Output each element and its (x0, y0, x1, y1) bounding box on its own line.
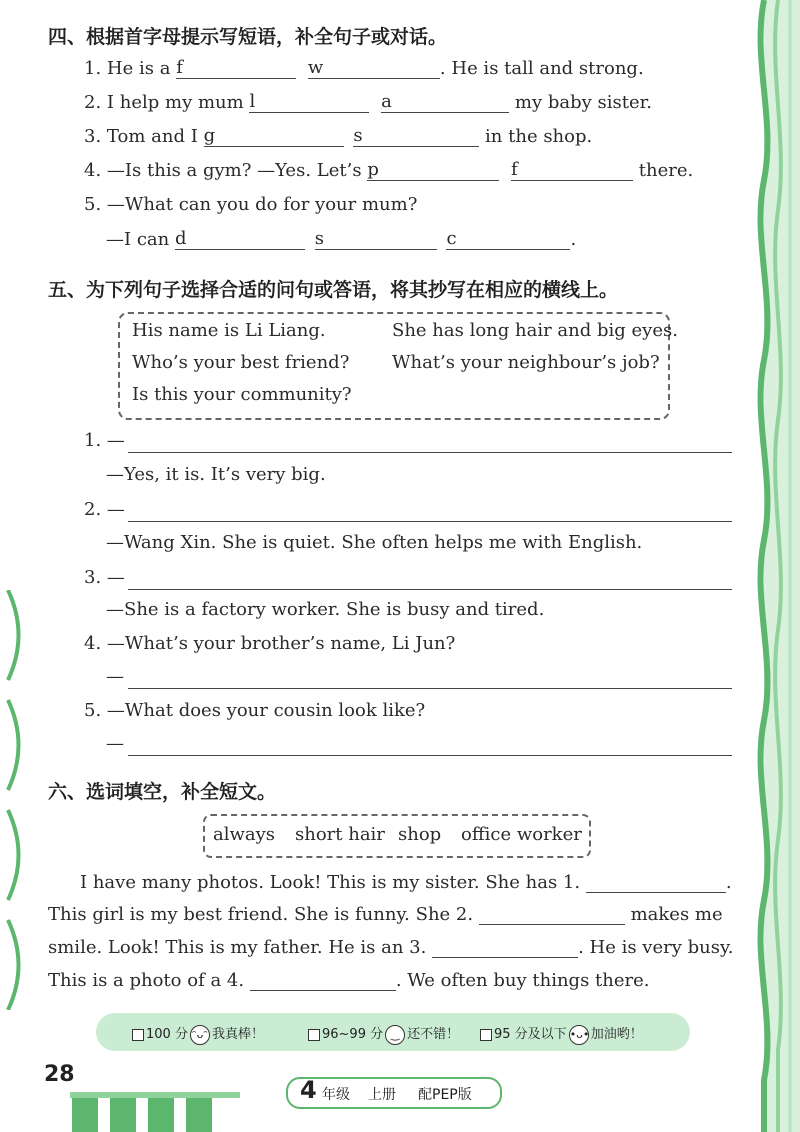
page-number: 28 (44, 1062, 75, 1087)
section5-heading: 五、为下列句子选择合适的问句或答语，将其抄写在相应的横线上。 (48, 279, 619, 301)
blank-3b[interactable]: s (353, 126, 479, 147)
sentence-options-box (118, 312, 678, 420)
s5-item-4-a: — (106, 666, 124, 687)
blank-4a[interactable]: p (367, 160, 499, 181)
s5-item-1-q: 1. — (84, 430, 125, 451)
answer-line-1[interactable] (128, 452, 732, 453)
cheer-face-icon: •ᴗ• (569, 1025, 589, 1045)
right-green-border (742, 0, 800, 1132)
smile-face-icon: ‿ (385, 1025, 405, 1045)
term-label: 上册 (368, 1087, 396, 1103)
score-option-1[interactable]: 100 分 ᵔᴗᵔ 我真棒！ (132, 1023, 264, 1045)
s5-item-4-q: 4. —What’s your brother’s name, Li Jun? (84, 633, 456, 654)
score-option-2[interactable]: 96~99 分 ‿ 还不错！ (308, 1023, 459, 1045)
smiley-face-icon: ᵔᴗᵔ (190, 1025, 210, 1045)
blank-1a[interactable]: f (176, 58, 296, 79)
passage-blank-2[interactable] (479, 904, 625, 925)
s5-item-1-a: —Yes, it is. It’s very big. (106, 464, 326, 485)
answer-line-3[interactable] (128, 589, 732, 590)
passage-line-4: This is a photo of a 4. . We often buy things there. (48, 970, 650, 991)
edition-label: 配PEP版 (418, 1087, 472, 1103)
word-1: always (213, 824, 276, 845)
grade-label: 年级 (322, 1087, 350, 1103)
s4-item-5: 5. —What can you do for your mum? (84, 194, 418, 215)
s4-item-5-answer: —I can d s c . (106, 228, 577, 250)
checkbox-icon[interactable] (132, 1029, 144, 1041)
blank-5c[interactable]: c (446, 229, 570, 250)
bottom-green-bars (70, 1090, 240, 1132)
option-3: Who’s your best friend? (132, 352, 350, 373)
passage-blank-3[interactable] (432, 937, 578, 958)
option-5: Is this your community? (132, 384, 352, 405)
s4-item-3: 3. Tom and I g s in the shop. (84, 125, 593, 147)
blank-2a[interactable]: l (249, 92, 369, 113)
grade-number: 4 (300, 1076, 317, 1104)
passage-line-1: I have many photos. Look! This is my sister. She has 1. . (80, 872, 732, 893)
s5-item-2-q: 2. — (84, 499, 125, 520)
blank-5a[interactable]: d (175, 229, 305, 250)
word-3: shop (398, 824, 442, 845)
grade-edition-badge (286, 1077, 502, 1109)
passage-blank-4[interactable] (250, 970, 396, 991)
section6-heading: 六、选词填空，补全短文。 (48, 781, 277, 803)
checkbox-icon[interactable] (480, 1029, 492, 1041)
option-2: She has long hair and big eyes. (392, 320, 678, 341)
s4-item-2: 2. I help my mum l a my baby sister. (84, 91, 652, 113)
s5-item-2-a: —Wang Xin. She is quiet. She often helps me with English. (106, 532, 643, 553)
word-bank-box (203, 814, 591, 858)
passage-blank-1[interactable] (586, 872, 726, 893)
blank-3a[interactable]: g (204, 126, 344, 147)
s5-item-5-a: — (106, 733, 124, 754)
s5-item-3-q: 3. — (84, 567, 125, 588)
section4-heading: 四、根据首字母提示写短语，补全句子或对话。 (48, 26, 448, 48)
checkbox-icon[interactable] (308, 1029, 320, 1041)
blank-1b[interactable]: w (308, 58, 440, 79)
s4-item-1: 1. He is a f w . He is tall and strong. (84, 57, 644, 79)
passage-line-3: smile. Look! This is my father. He is an 3. . He is very busy. (48, 937, 734, 958)
s5-item-5-q: 5. —What does your cousin look like? (84, 700, 426, 721)
blank-4b[interactable]: f (511, 160, 633, 181)
s4-item-4: 4. —Is this a gym? —Yes. Let’s p f there. (84, 159, 694, 181)
answer-line-4[interactable] (128, 688, 732, 689)
option-4: What’s your neighbour’s job? (392, 352, 660, 373)
word-2: short hair (295, 824, 385, 845)
score-option-3[interactable]: 95 分及以下 •ᴗ•加油哟！ (480, 1023, 643, 1045)
blank-5b[interactable]: s (315, 229, 437, 250)
answer-line-2[interactable] (128, 521, 732, 522)
blank-2b[interactable]: a (381, 92, 509, 113)
s5-item-3-a: —She is a factory worker. She is busy and tired. (106, 599, 545, 620)
word-4: office worker (461, 824, 582, 845)
passage-line-2: This girl is my best friend. She is funny. She 2. makes me (48, 904, 723, 925)
option-1: His name is Li Liang. (132, 320, 326, 341)
score-rating-bar (96, 1013, 690, 1051)
answer-line-5[interactable] (128, 755, 732, 756)
left-green-waves (0, 590, 36, 1010)
